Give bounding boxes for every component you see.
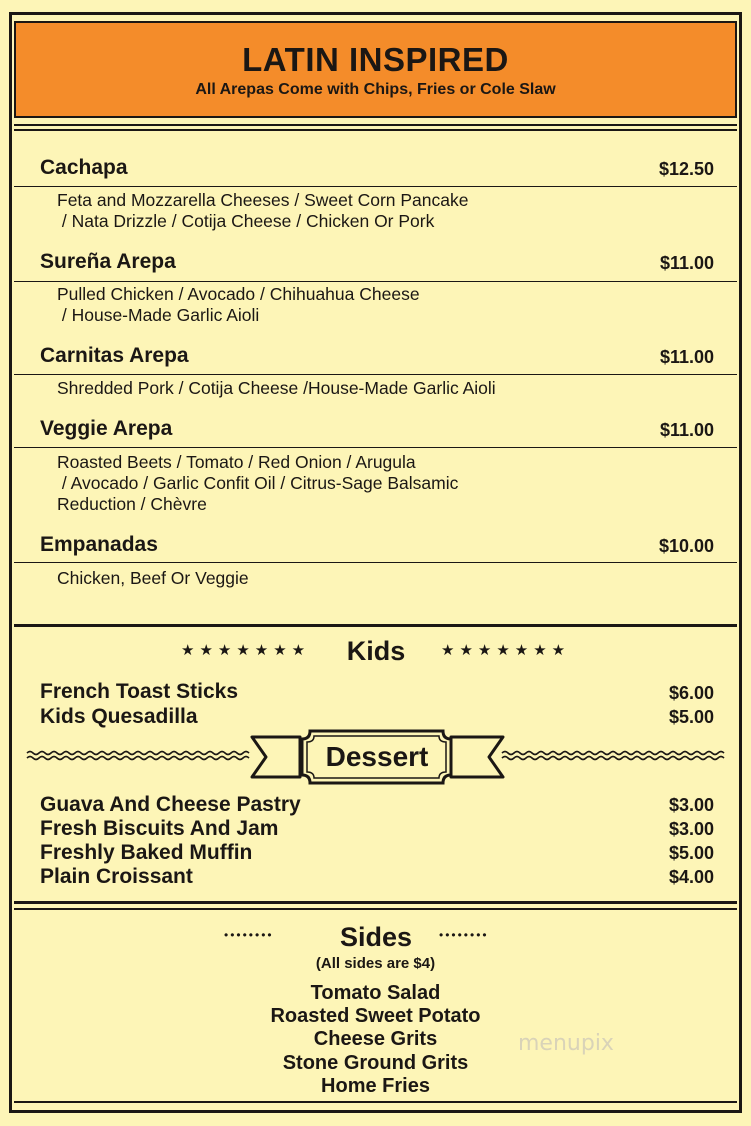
dots-right: ••••••••: [439, 928, 489, 942]
description-line: Chicken, Beef Or Veggie: [57, 568, 249, 588]
watermark: menupix: [518, 1031, 614, 1056]
menu-item-price: $10.00: [658, 536, 714, 556]
divider: [14, 281, 737, 282]
dessert-item-name: Freshly Baked Muffin: [40, 841, 253, 864]
dessert-item-name: Fresh Biscuits And Jam: [40, 817, 279, 840]
stars-right: ★★★★★★★: [441, 642, 571, 659]
divider: [14, 374, 737, 375]
description-line: / Nata Drizzle / Cotija Cheese / Chicken Or Pork: [57, 211, 435, 231]
kids-item-price: $5.00: [668, 707, 714, 727]
menu-item-price: $11.00: [659, 420, 714, 440]
menu-item-price: $11.00: [659, 347, 714, 367]
kids-item-price: $6.00: [668, 683, 714, 703]
dessert-item-name: Guava And Cheese Pastry: [40, 793, 301, 816]
side-item: Roasted Sweet Potato: [270, 1005, 481, 1027]
ribbon-left: [252, 737, 300, 777]
dots-left: ••••••••: [224, 928, 274, 942]
divider: [14, 186, 737, 187]
description-line: Shredded Pork / Cotija Cheese /House-Made Garlic Aioli: [57, 378, 496, 398]
dessert-item-price: $3.00: [668, 795, 714, 815]
divider: [14, 124, 737, 126]
menu-item-description: [57, 284, 577, 326]
sides-title: Sides: [339, 922, 413, 952]
menu-item-description: [57, 568, 577, 589]
menu-item-description: [57, 190, 577, 232]
kids-item-name: French Toast Sticks: [40, 680, 239, 703]
page-title: LATIN INSPIRED: [242, 41, 509, 78]
dessert-item-price: $3.00: [668, 819, 714, 839]
header-subtitle: All Arepas Come with Chips, Fries or Cole Slaw: [195, 81, 556, 98]
kids-title: Kids: [346, 636, 406, 666]
ribbon-right: [451, 737, 503, 777]
description-line: Roasted Beets / Tomato / Red Onion / Arugula: [57, 452, 416, 472]
description-line: Reduction / Chèvre: [57, 494, 207, 514]
side-item: Stone Ground Grits: [282, 1052, 469, 1074]
description-line: Pulled Chicken / Avocado / Chihuahua Cheese: [57, 284, 420, 304]
menu-item-name: Sureña Arepa: [40, 250, 176, 273]
wave-left: [27, 752, 249, 760]
description-line: / Avocado / Garlic Confit Oil / Citrus-Sage Balsamic: [57, 473, 459, 493]
description-line: / House-Made Garlic Aioli: [57, 305, 260, 325]
dessert-title: Dessert: [325, 741, 429, 772]
menu-item-price: $12.50: [658, 159, 714, 179]
menu-item-description: [57, 378, 657, 399]
divider: [14, 1101, 737, 1103]
wave-right: [502, 752, 724, 760]
menu-item-price: $11.00: [659, 253, 714, 273]
kids-item-name: Kids Quesadilla: [40, 705, 198, 728]
side-item: Cheese Grits: [313, 1028, 438, 1050]
menu-item-description: [57, 452, 577, 515]
dessert-item-name: Plain Croissant: [40, 865, 193, 888]
description-line: Feta and Mozzarella Cheeses / Sweet Corn Pancake: [57, 190, 469, 210]
sides-note: (All sides are $4): [315, 955, 436, 972]
divider: [14, 908, 737, 910]
divider: [14, 901, 737, 904]
divider: [14, 129, 737, 131]
divider: [14, 447, 737, 448]
dessert-item-price: $4.00: [668, 867, 714, 887]
side-item: Home Fries: [321, 1075, 430, 1097]
divider: [14, 562, 737, 563]
stars-left: ★★★★★★★: [181, 642, 311, 659]
menu-item-name: Veggie Arepa: [40, 417, 173, 440]
menu-item-name: Cachapa: [40, 156, 128, 179]
menu-item-name: Empanadas: [40, 533, 158, 556]
menu-header: [14, 21, 737, 118]
menu-item-name: Carnitas Arepa: [40, 344, 189, 367]
dessert-item-price: $5.00: [668, 843, 714, 863]
divider: [14, 624, 737, 627]
side-item: Tomato Salad: [310, 982, 441, 1004]
